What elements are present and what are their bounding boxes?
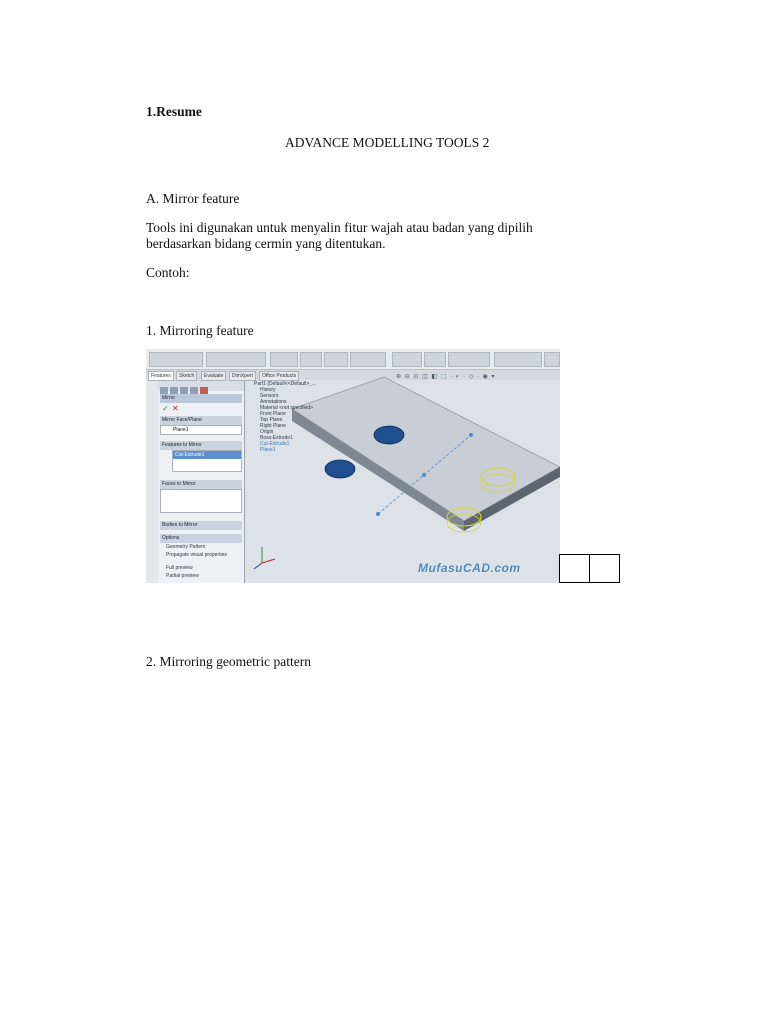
watermark-logo: MufasuCAD.com (418, 561, 521, 575)
ok-icon: ✓ (162, 404, 169, 413)
description-line-2: berdasarkan bidang cermin yang ditentukan. (146, 236, 386, 251)
solidworks-screenshot (146, 349, 560, 583)
axis-triad-icon (254, 547, 275, 569)
view-toolbar: ⊕ ⊖ ⊙ ◫ ◧ ⬚ · ◐ · ◇ · ◉ ▾ (396, 374, 496, 380)
document-title: ADVANCE MODELLING TOOLS 2 (285, 135, 490, 150)
tree-item: Front Plane (260, 411, 286, 417)
section-mirror-feature: A. Mirror feature (146, 191, 240, 206)
tree-item: Right Plane (260, 423, 286, 429)
tree-item: Sensors (260, 393, 279, 399)
tree-item: Cut-Extrude1 (260, 441, 290, 447)
tree-item: Origin (260, 429, 274, 435)
pm-option-4: Partial preview (166, 573, 199, 579)
tab-features: Features (148, 371, 174, 381)
tree-item: Material <not specified> (260, 405, 314, 411)
table-cell (560, 555, 590, 583)
stray-table (559, 554, 620, 583)
tree-item: History (260, 387, 276, 393)
pm-mirror-face-value: Plane1 (160, 425, 242, 435)
pm-option-2: Propagate visual properties (166, 552, 227, 558)
pm-bodies-label: Bodies to Mirror (160, 521, 242, 530)
heading: 1.Resume (146, 104, 202, 119)
pm-mirror-face-label: Mirror Face/Plane (160, 416, 242, 425)
tree-item: Boss-Extrude1 (260, 435, 293, 441)
pm-faces-label: Faces to Mirror (160, 480, 242, 489)
pm-option-3: Full preview (166, 565, 193, 571)
table-cell (590, 555, 620, 583)
tree-item: Annotations (260, 399, 287, 405)
hole-2 (325, 460, 355, 478)
pm-features-label: Features to Mirror (160, 441, 242, 450)
model-viewport (146, 349, 560, 583)
tab-office-products: Office Products (259, 371, 299, 381)
pm-option-1: Geometry Pattern (166, 544, 206, 550)
tree-item: Part1 (Default<<Default>_... (254, 381, 317, 387)
cancel-icon: ✕ (172, 404, 179, 413)
tab-sketch: Sketch (176, 371, 197, 381)
tab-evaluate: Evaluate (201, 371, 226, 381)
feature-tree (254, 381, 316, 453)
pm-options-label: Options (160, 534, 242, 543)
example-label: Contoh: (146, 265, 190, 280)
tab-dimxpert: DimXpert (229, 371, 256, 381)
tree-item: Plane1 (260, 447, 276, 453)
item-mirroring-feature: 1. Mirroring feature (146, 323, 254, 338)
tree-item: Top Plane (260, 417, 283, 423)
hole-1 (374, 426, 404, 444)
pm-title: Mirror (160, 394, 242, 403)
pm-features-value: Cut-Extrude1 (173, 451, 241, 459)
item-mirroring-geometric-pattern: 2. Mirroring geometric pattern (146, 654, 311, 669)
description-line-1: Tools ini digunakan untuk menyalin fitur wajah atau badan yang dipilih (146, 220, 533, 235)
